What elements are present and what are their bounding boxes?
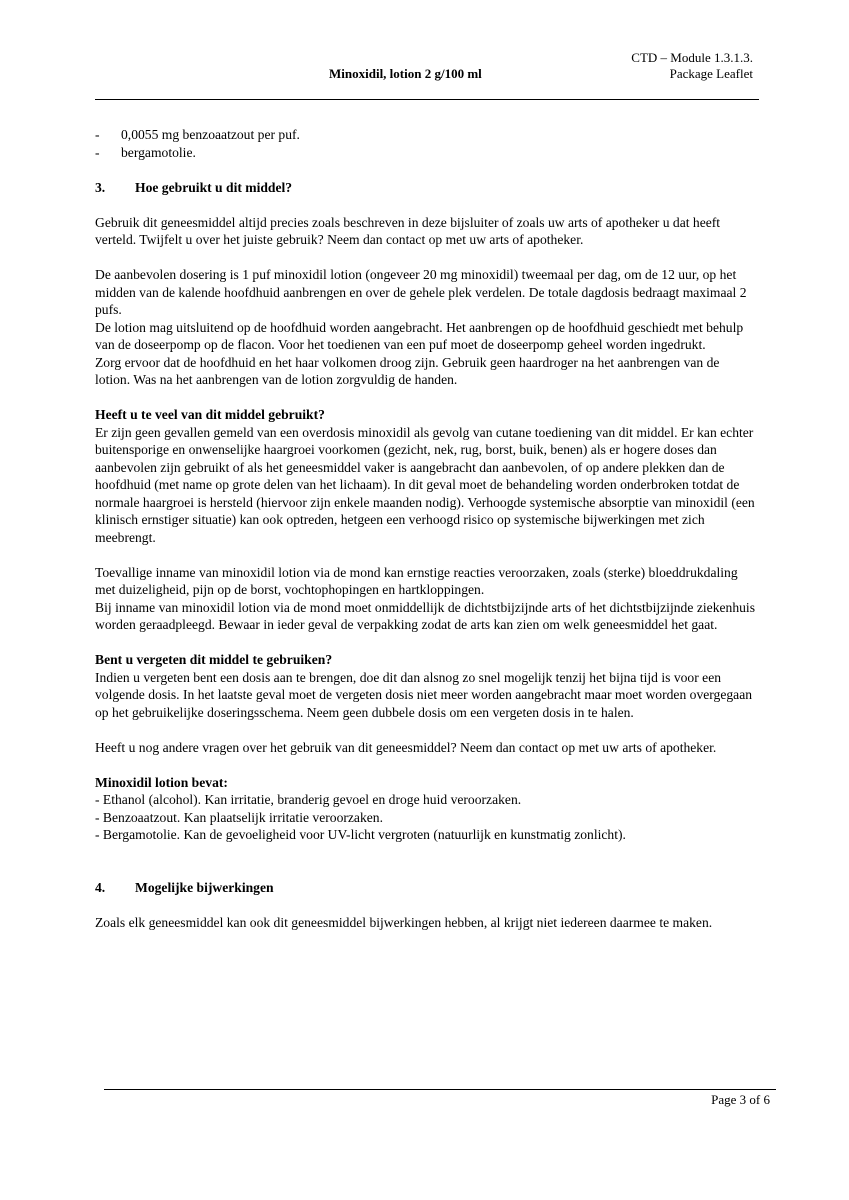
ingredients-list — [95, 126, 755, 161]
list-item: - Benzoaatzout. Kan plaatselijk irritatie veroorzaken. — [95, 809, 383, 825]
section-title: Mogelijke bijwerkingen — [135, 879, 274, 895]
overdose-paragraph: Er zijn geen gevallen gemeld van een overdosis minoxidil als gevolg van cutane toediening van dit middel. Er kan echter buitensporige en onwenselijke haargroei voorkomen (gezicht, nek, rug, borst, buik, benen) als er hogere doses dan aanbevolen zijn gebruikt of als het geneesmiddel vaker is aangebracht dan aanbevolen, of op andere plekken dan de hoofdhuid (met name op grote delen van het lichaam). In dit geval moet de behandeling worden onderbroken totdat de normale haargroei is hersteld (hiervoor zijn enkele maanden nodig). Verhoogde systemische absorptie van minoxidil (een klinisch ernstiger situatie) kan ook optreden, hetgeen een verhoogd risico op systemische bijwerkingen met zich meebrengt. — [95, 424, 755, 545]
contains-heading: Minoxidil lotion bevat: — [95, 774, 228, 790]
questions-paragraph: Heeft u nog andere vragen over het gebruik van dit geneesmiddel? Neem dan contact op met uw arts of apotheker. — [95, 739, 717, 755]
page-number: Page 3 of 6 — [711, 1092, 770, 1107]
list-item: - bergamotolie. — [95, 144, 755, 162]
missed-dose-paragraph: Indien u vergeten bent een dosis aan te brengen, doe dit dan alsnog zo snel mogelijk tenzij het bijna tijd is voor een volgende dosis. In het laatste geval moet de vergeten dosis niet meer worden aangebracht maar moet worden overgegaan op het gebruikelijke doseringsschema. Neem geen dubbele dosis om een vergeten dosis in te halen. — [95, 669, 753, 720]
list-item: - 0,0055 mg benzoaatzout per puf. — [95, 126, 755, 144]
hygiene-paragraph: Zorg ervoor dat de hoofdhuid en het haar volkomen droog zijn. Gebruik geen haardroger na het aanbrengen van de lotion. Was na het aanbrengen van de lotion zorgvuldig de handen. — [95, 354, 720, 387]
page-body — [95, 126, 755, 931]
list-item: - Ethanol (alcohol). Kan irritatie, branderig gevoel en droge huid veroorzaken. — [95, 792, 522, 807]
header-meta — [631, 50, 753, 82]
overdose-heading: Heeft u te veel van dit middel gebruikt? — [95, 407, 325, 422]
module-label: CTD – Module 1.3.1.3. — [631, 50, 753, 65]
list-item: - Bergamotolie. Kan de gevoeligheid voor UV-licht vergroten (natuurlijk en kunstmatig zonlicht). — [95, 827, 626, 842]
footer-divider — [104, 1089, 776, 1090]
section-number: 3. — [95, 179, 106, 195]
section-3-heading — [95, 179, 755, 197]
header-divider — [95, 99, 759, 100]
ingestion-paragraph: Toevallige inname van minoxidil lotion via de mond kan ernstige reacties veroorzaken, zoals (sterke) bloeddrukdaling met duizeligheid, pijn op de borst, vochtophopingen en hartkloppingen. — [95, 564, 738, 597]
ingestion-action-paragraph: Bij inname van minoxidil lotion via de mond moet onmiddellijk de dichtstbijzijnde arts of het dichtstbijzijnde ziekenhuis worden geraadpleegd. Bewaar in ieder geval de verpakking zodat de arts kan zien om welk geneesmiddel het gaat. — [95, 599, 755, 632]
section-number: 4. — [95, 879, 106, 895]
document-title: Minoxidil, lotion 2 g/100 ml — [329, 66, 482, 81]
dosage-paragraph: De aanbevolen dosering is 1 puf minoxidil lotion (ongeveer 20 mg minoxidil) tweemaal per dag, om de 12 uur, op het midden van de kalende hoofdhuid aanbrengen en over de gehele plek verdelen. De totale dagdosis bedraagt maximaal 2 pufs. — [95, 267, 747, 317]
side-effects-paragraph: Zoals elk geneesmiddel kan ook dit geneesmiddel bijwerkingen hebben, al krijgt niet iedereen daarmee te maken. — [95, 914, 713, 930]
application-paragraph: De lotion mag uitsluitend op de hoofdhuid worden aangebracht. Het aanbrengen op de hoofdhuid geschiedt met behulp van de doseerpomp op de flacon. Voor het toedienen van een puf moet de doseerpomp geheel worden ingedrukt. — [95, 319, 744, 352]
intro-paragraph: Gebruik dit geneesmiddel altijd precies zoals beschreven in deze bijsluiter of zoals uw arts of apotheker u dat heeft verteld. Twijfelt u over het juiste gebruik? Neem dan contact op met uw arts of apotheker. — [95, 214, 721, 247]
missed-dose-heading: Bent u vergeten dit middel te gebruiken? — [95, 652, 333, 667]
section-4-heading — [95, 879, 755, 897]
doc-type-label: Package Leaflet — [669, 66, 753, 81]
section-title: Hoe gebruikt u dit middel? — [135, 179, 293, 195]
